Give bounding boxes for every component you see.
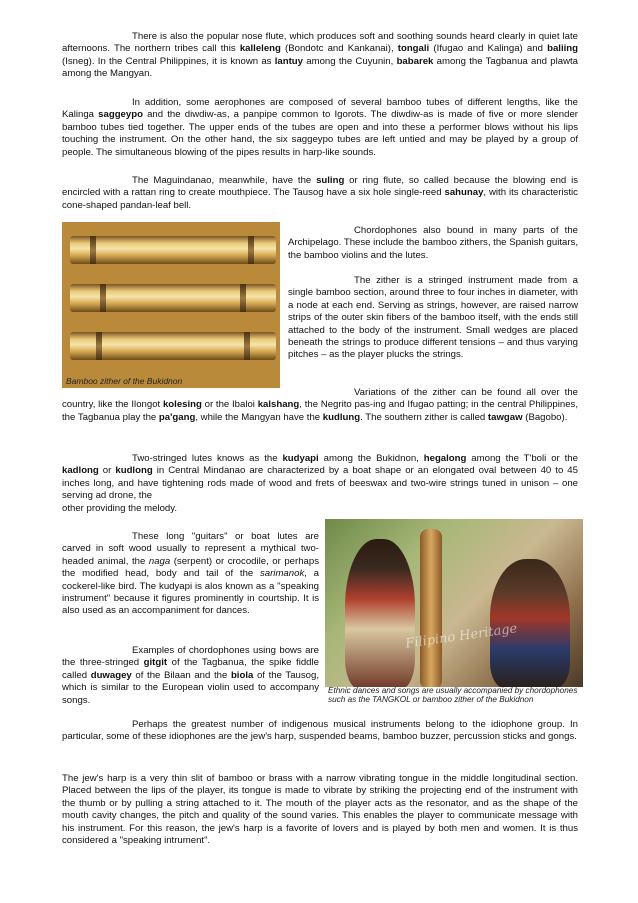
ethnic-musicians-photo	[325, 519, 583, 687]
paragraph-jews-harp: The jew's harp is a very thin slit of bamboo or brass with a narrow vibrating tongue in the middle longitudinal section. Placed between the lips of the player, its tongue is made to vibrate by striking the projecting end of the instrument with the thumb or by pulling a string attached to it. The mouth of the player acts as the resonator, and as the shape of the mouth cavity changes, the pitch and quality of the sound varies. This enables the player to communicate message with his instrument. For this reason, the jew's harp is a favorite of lovers and is played by both men and women. It is thus considered a "speaking intrument".	[62, 773, 578, 847]
paragraph-lutes: Two-stringed lutes knows as the kudyapi among the Bukidnon, hegalong among the T'boli or the kadlong or kudlong in Central Mindanao are characterized by a boat shape or an elongated oval between 40 to 45 inches long, and have tightening rods made of wood and frets of beeswax and two-wire strings tuned in unison – one serving ad drone, the other providing the melody.	[62, 453, 578, 514]
paragraph-zither-variations: Variations of the zither can be found all over the country, like the Ilongot kolesing or the Ibaloi kalshang, the Negrito pas-ing and Ifugao patting; in the central Philippines, the Tagbanua play the pa'gang, while the Mangyan have the kudlung. The southern zither is called tawgaw (Bagobo).	[62, 387, 578, 423]
paragraph-nose-flute: There is also the popular nose flute, which produces soft and soothing sounds heard clearly in quiet late afternoons. The northern tribes call this kalleleng (Bondotc and Kankanai), tongali (Ifugao and Kalinga) and baliing (Isneg). In the Central Philippines, it is known as lantuy among the Cuyunin, babarek among the Tagbanua and plawta among the Mangyan.	[62, 31, 579, 80]
bamboo-zither-photo	[62, 222, 280, 388]
paragraph-chordophones: Chordophones also bound in many parts of the Archipelago. These include the bamboo zithers, the Spanish guitars, the bamboo violins and the lutes.	[288, 225, 578, 261]
paragraph-maguindanao: The Maguindanao, meanwhile, have the suling or ring flute, so called because the blowing end is encircled with a rattan ring to create mouthpiece. The Tausog have a six hole single-reed sahunay, with its characteristic cone-shaped pandan-leaf bell.	[62, 175, 578, 211]
paragraph-idiophones: Perhaps the greatest number of indigenous musical instruments belong to the idiophone group. In particular, some of these idiophones are the jew's harp, suspended beams, bamboo buzzer, percussion sticks and gongs.	[62, 719, 578, 743]
photo-caption-zither: Bamboo zither of the Bukidnon	[66, 376, 183, 386]
paragraph-boat-lutes: These long "guitars" or boat lutes are carved in soft wood usually to represent a mythical two-headed animal, the naga (serpent) or crocodile, or perhaps the modified head, body and tail of the sarimanok, a cockerel-like bird. The kudyapi is alos known as a "speaking instrument" because it figures prominently in courtship. It is also used as an accompaniment for dances.	[62, 531, 319, 617]
paragraph-aerophones: In addition, some aerophones are composed of several bamboo tubes of different lengths, like the Kalinga saggeypo and the diwdiw-as, a panpipe common to Igorots. The diwdiw-as is made of five or more slender bamboo tubes tied together. The upper ends of the tubes are open and into these a performer blows without his lips touching the instrument. On the other hand, the six saggeypo tubes are left untied and may be played by a group of people. The simultaneous blowing of the pipes results in harp-like sounds.	[62, 97, 579, 158]
paragraph-zither: The zither is a stringed instrument made from a single bamboo section, around three to four inches in diameter, with a node at each end. Serving as strings, however, are raised narrow strips of the outer skin fibers of the bamboo itself, with the ends still attached to the body of the instrument. Small wedges are placed beneath the strings to produce different tensions – and thus varying pitches – as the player plucks the strings.	[288, 275, 578, 361]
photo-caption-ethnic: Ethnic dances and songs are usually accompanied by chordophones such as the TANGKOL or bamboo zither of the Bukidnon	[328, 686, 578, 705]
watermark-text: Filipino Heritage	[404, 621, 519, 652]
paragraph-bowed-chordophones: Examples of chordophones using bows are the three-stringed gitgit of the Tagbanua, the spike fiddle called duwagey of the Bilaan and the biola of the Tausog, which is similar to the European violin used to accompany songs.	[62, 645, 320, 706]
